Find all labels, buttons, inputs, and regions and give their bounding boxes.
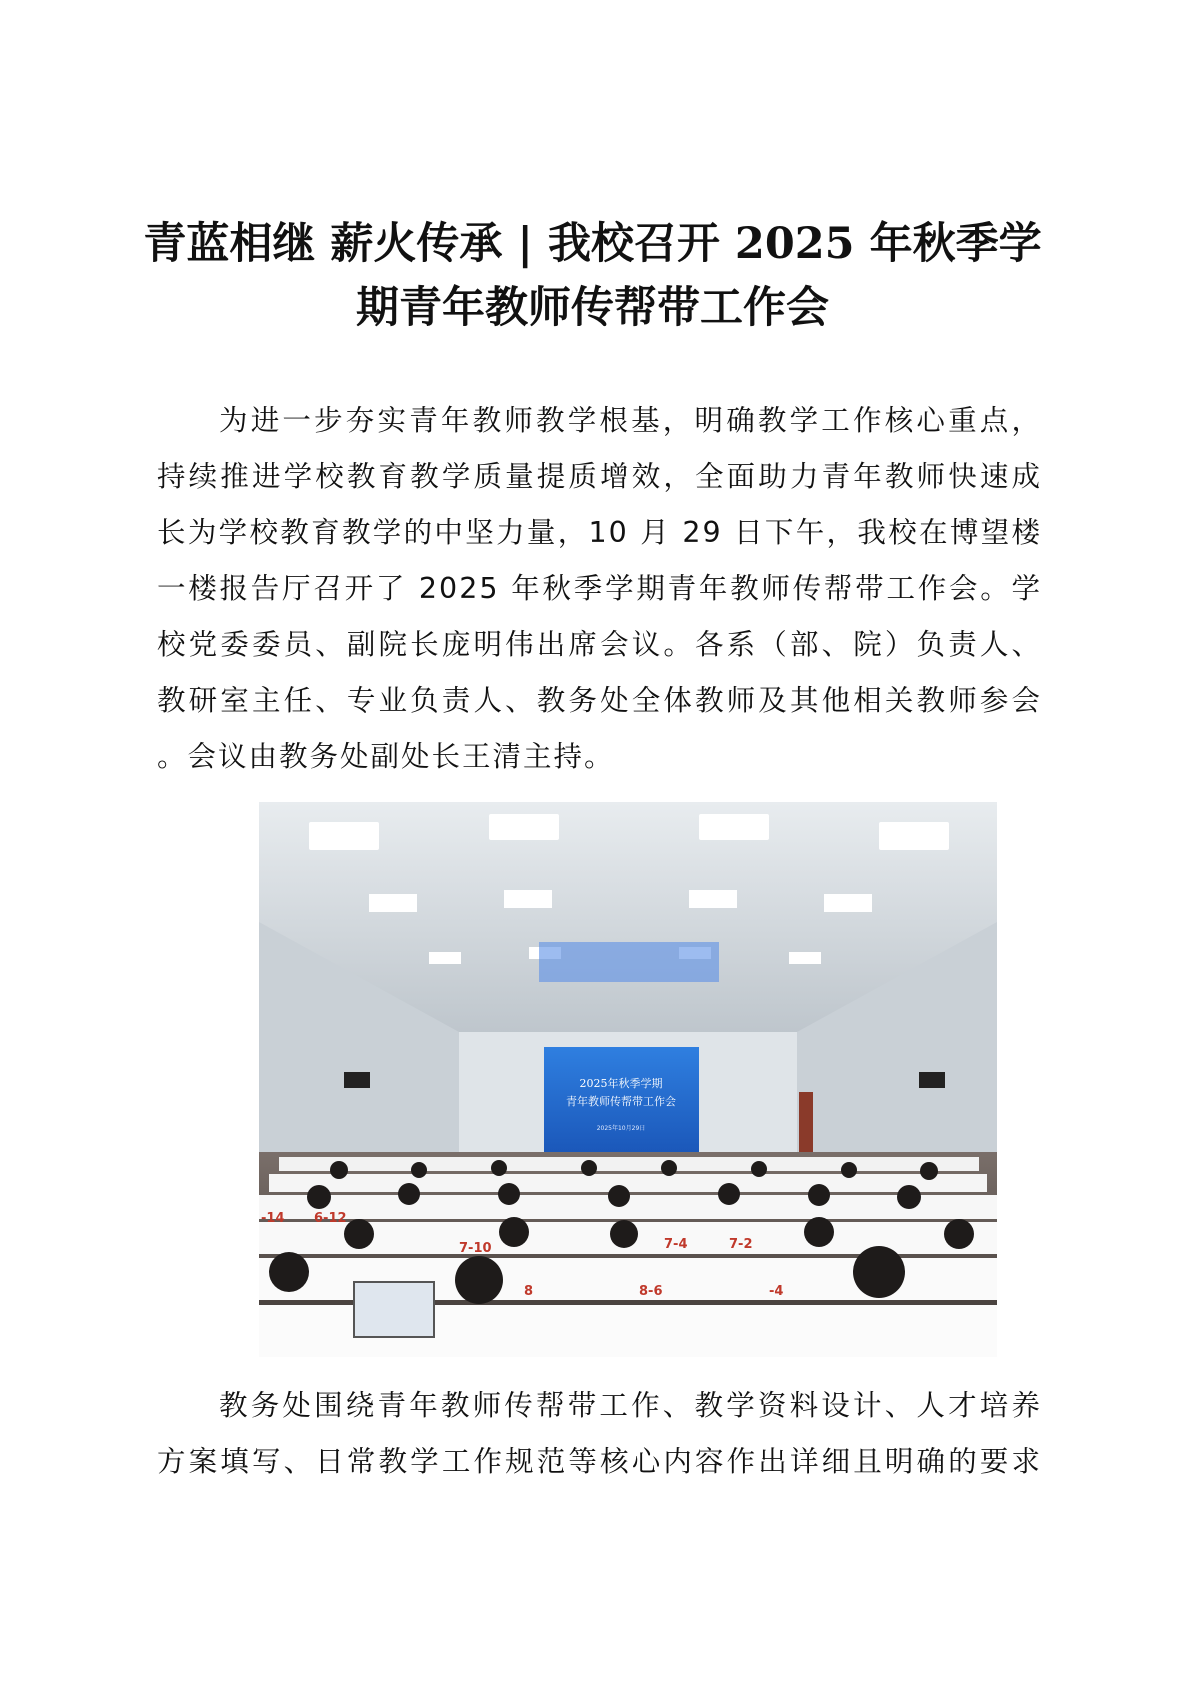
seat-label: 7-2 (729, 1237, 753, 1252)
screen-date: 2025年10月29日 (596, 1125, 646, 1132)
paragraph-line: 为进一步夯实青年教师教学根基，明确教学工作核心重点， (219, 404, 1042, 437)
paragraph-line: 。会议由教务处副处长王清主持。 (157, 740, 615, 773)
paragraph-line: 校党委委员、副院长庞明伟出席会议。各系（部、院）负责人、 (157, 628, 1042, 661)
paragraph-1 (157, 393, 1042, 785)
seat-label: -4 (769, 1284, 784, 1299)
seat-label: 6-12 (314, 1211, 347, 1226)
paragraph-line: 长为学校教育教学的中坚力量，10 月 29 日下午，我校在博望楼 (157, 516, 1042, 549)
title-line-1: 青蓝相继 薪火传承 | 我校召开 2025 年秋季学 (143, 219, 1042, 269)
article-title (140, 212, 1045, 340)
paragraph-line: 教务处围绕青年教师传帮带工作、教学资料设计、人才培养 (219, 1389, 1042, 1422)
meeting-hall-illustration (259, 802, 997, 1357)
paragraph-line: 教研室主任、专业负责人、教务处全体教师及其他相关教师参会 (157, 684, 1042, 717)
seat-label: 8 (524, 1284, 534, 1299)
paragraph-line: 持续推进学校教育教学质量提质增效，全面助力青年教师快速成 (157, 460, 1042, 493)
seat-label: 7-10 (459, 1241, 492, 1256)
paragraph-2 (157, 1378, 1042, 1490)
seat-label: 7-4 (664, 1237, 688, 1252)
screen-line-1: 2025年秋季学期 (579, 1077, 663, 1090)
title-line-2: 期青年教师传帮带工作会 (356, 283, 829, 333)
screen-line-2: 青年教师传帮带工作会 (566, 1095, 676, 1108)
seat-label: -14 (261, 1211, 285, 1226)
seat-label: 8-6 (639, 1284, 663, 1299)
paragraph-line: 方案填写、日常教学工作规范等核心内容作出详细且明确的要求 (157, 1445, 1042, 1478)
paragraph-line: 一楼报告厅召开了 2025 年秋季学期青年教师传帮带工作会。学 (157, 572, 1042, 605)
meeting-photo (259, 802, 997, 1357)
